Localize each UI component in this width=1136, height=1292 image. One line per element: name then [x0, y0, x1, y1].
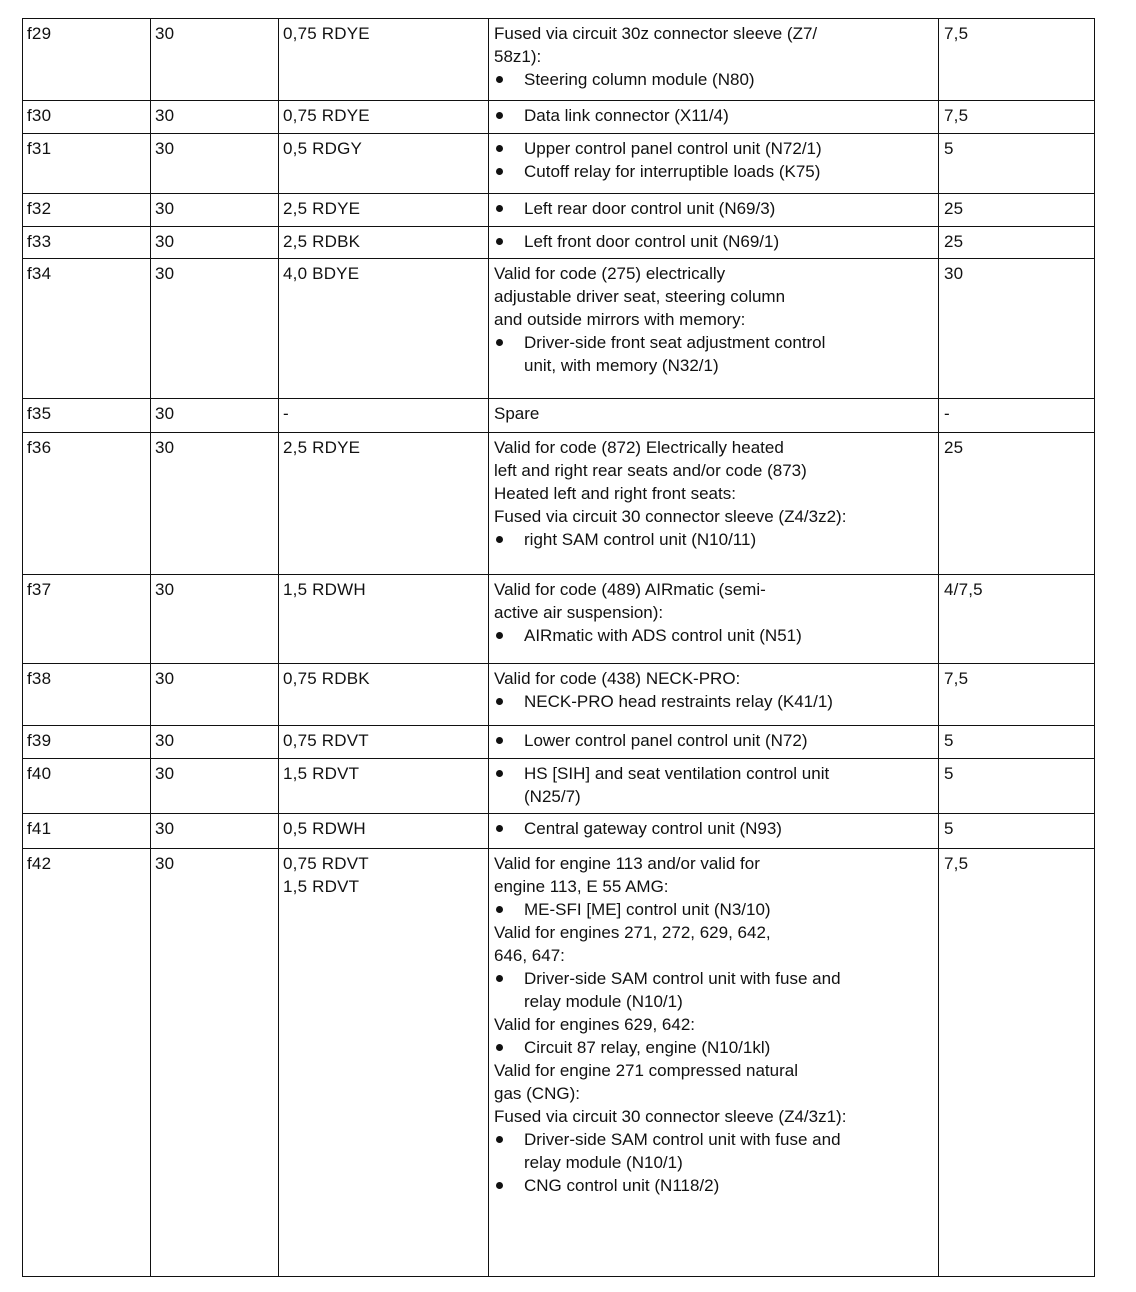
circuit-cell: 30 — [150, 575, 278, 664]
table-row — [22, 18, 1095, 101]
fuse-number-cell: f40 — [22, 759, 150, 814]
bullet-item — [494, 898, 934, 921]
bullet-icon — [496, 76, 503, 83]
description-cell — [488, 19, 938, 101]
wire-cell — [278, 814, 488, 849]
bullet-text: CNG control unit (N118/2) — [524, 1176, 720, 1195]
circuit-cell: 30 — [150, 259, 278, 399]
bullet-text: Driver-side front seat adjustment control — [524, 333, 826, 352]
description-line: left and right rear seats and/or code (873) — [494, 461, 807, 480]
bullet-icon — [496, 770, 503, 777]
bullet-text: Steering column module (N80) — [524, 70, 755, 89]
bullet-icon — [496, 632, 503, 639]
bullet-text: HS [SIH] and seat ventilation control unit — [524, 764, 830, 783]
bullet-item — [494, 197, 934, 220]
description-cell — [488, 726, 938, 759]
amperage-cell: 4/7,5 — [938, 575, 1095, 664]
circuit-cell: 30 — [150, 814, 278, 849]
bullet-icon — [496, 145, 503, 152]
table-row — [22, 432, 1095, 575]
description-line: Valid for code (872) Electrically heated — [494, 438, 784, 457]
bullet-text-continued: relay module (N10/1) — [524, 992, 683, 1011]
description-cell — [488, 194, 938, 227]
description-line: adjustable driver seat, steering column — [494, 287, 786, 306]
description-cell — [488, 101, 938, 134]
bullet-text-continued: relay module (N10/1) — [524, 1153, 683, 1172]
wire-spec: 2,5 RDYE — [283, 199, 361, 218]
description-line: active air suspension): — [494, 603, 664, 622]
bullet-item — [494, 690, 934, 713]
table-row — [22, 758, 1095, 814]
fuse-number-cell: f35 — [22, 399, 150, 433]
amperage-cell: 25 — [938, 433, 1095, 575]
fuse-number-cell: f37 — [22, 575, 150, 664]
description-line: 58z1): — [494, 47, 542, 66]
wire-cell — [278, 19, 488, 101]
amperage-cell: 25 — [938, 227, 1095, 259]
circuit-cell: 30 — [150, 194, 278, 227]
bullet-item — [494, 762, 934, 808]
wire-spec: 2,5 RDYE — [283, 438, 361, 457]
description-cell — [488, 433, 938, 575]
description-line: 646, 647: — [494, 946, 565, 965]
wire-spec: 4,0 BDYE — [283, 264, 360, 283]
table-row — [22, 193, 1095, 227]
circuit-cell: 30 — [150, 134, 278, 194]
wire-spec: 0,5 RDWH — [283, 819, 366, 838]
fuse-number-cell: f39 — [22, 726, 150, 759]
table-row — [22, 574, 1095, 664]
bullet-text: right SAM control unit (N10/11) — [524, 530, 757, 549]
bullet-text: Driver-side SAM control unit with fuse and — [524, 1130, 841, 1149]
wire-cell — [278, 575, 488, 664]
fuse-number-cell: f31 — [22, 134, 150, 194]
wire-spec: 0,75 RDVT — [283, 731, 369, 750]
bullet-text: Lower control panel control unit (N72) — [524, 731, 808, 750]
bullet-icon — [496, 698, 503, 705]
description-cell — [488, 664, 938, 726]
amperage-cell: 7,5 — [938, 664, 1095, 726]
bullet-icon — [496, 339, 503, 346]
description-line: Fused via circuit 30 connector sleeve (Z4/3z2): — [494, 507, 847, 526]
bullet-text-continued: unit, with memory (N32/1) — [524, 356, 719, 375]
amperage-cell: 30 — [938, 259, 1095, 399]
bullet-icon — [496, 1044, 503, 1051]
circuit-cell: 30 — [150, 19, 278, 101]
fuse-number-cell: f30 — [22, 101, 150, 134]
bullet-item — [494, 160, 934, 183]
bullet-icon — [496, 906, 503, 913]
bullet-icon — [496, 168, 503, 175]
amperage-cell: 5 — [938, 726, 1095, 759]
bullet-text: Left front door control unit (N69/1) — [524, 232, 780, 251]
description-line: Valid for code (438) NECK-PRO: — [494, 669, 741, 688]
wire-cell — [278, 399, 488, 433]
wire-cell — [278, 101, 488, 134]
bullet-item — [494, 68, 934, 91]
description-line: Valid for engine 271 compressed natural — [494, 1061, 798, 1080]
bullet-item — [494, 331, 934, 377]
bullet-icon — [496, 112, 503, 119]
bullet-text: Circuit 87 relay, engine (N10/1kl) — [524, 1038, 771, 1057]
circuit-cell: 30 — [150, 433, 278, 575]
bullet-text: Upper control panel control unit (N72/1) — [524, 139, 822, 158]
fuse-number-cell: f42 — [22, 849, 150, 1276]
description-cell — [488, 575, 938, 664]
bullet-text: Data link connector (X11/4) — [524, 106, 729, 125]
amperage-cell: 7,5 — [938, 849, 1095, 1276]
amperage-cell: 7,5 — [938, 19, 1095, 101]
bullet-icon — [496, 1182, 503, 1189]
description-line: and outside mirrors with memory: — [494, 310, 746, 329]
bullet-text: Cutoff relay for interruptible loads (K75) — [524, 162, 821, 181]
wire-spec: 0,75 RDVT — [283, 854, 369, 873]
wire-cell — [278, 194, 488, 227]
description-cell — [488, 134, 938, 194]
table-row — [22, 258, 1095, 399]
circuit-cell: 30 — [150, 849, 278, 1276]
description-line: engine 113, E 55 AMG: — [494, 877, 669, 896]
bullet-text: AIRmatic with ADS control unit (N51) — [524, 626, 802, 645]
fuse-number-cell: f34 — [22, 259, 150, 399]
description-cell — [488, 227, 938, 259]
wire-spec: 2,5 RDBK — [283, 232, 361, 251]
description-line: gas (CNG): — [494, 1084, 580, 1103]
wire-spec: 0,75 RDBK — [283, 669, 370, 688]
wire-cell — [278, 433, 488, 575]
bullet-icon — [496, 975, 503, 982]
fuse-table — [22, 18, 1095, 1275]
fuse-number-cell: f36 — [22, 433, 150, 575]
wire-cell — [278, 259, 488, 399]
bullet-icon — [496, 1136, 503, 1143]
table-row — [22, 725, 1095, 759]
amperage-cell: 5 — [938, 759, 1095, 814]
wire-cell — [278, 849, 488, 1276]
bullet-icon — [496, 825, 503, 832]
bullet-icon — [496, 238, 503, 245]
bullet-text: Central gateway control unit (N93) — [524, 819, 782, 838]
bullet-text-continued: (N25/7) — [524, 787, 581, 806]
wire-spec: 0,5 RDGY — [283, 139, 363, 158]
wire-spec: 1,5 RDWH — [283, 580, 366, 599]
wire-cell — [278, 759, 488, 814]
circuit-cell: 30 — [150, 101, 278, 134]
wire-cell — [278, 726, 488, 759]
wire-spec: 1,5 RDVT — [283, 764, 360, 783]
bullet-icon — [496, 205, 503, 212]
table-row — [22, 226, 1095, 259]
amperage-cell: 5 — [938, 814, 1095, 849]
wire-spec: 0,75 RDYE — [283, 24, 370, 43]
wire-cell — [278, 664, 488, 726]
wire-spec: 0,75 RDYE — [283, 106, 370, 125]
fuse-number-cell: f32 — [22, 194, 150, 227]
description-line: Fused via circuit 30z connector sleeve (Z7/ — [494, 24, 818, 43]
circuit-cell: 30 — [150, 726, 278, 759]
description-line: Spare — [494, 404, 540, 423]
bullet-item — [494, 1036, 934, 1059]
wire-cell — [278, 134, 488, 194]
circuit-cell: 30 — [150, 399, 278, 433]
bullet-text: Driver-side SAM control unit with fuse and — [524, 969, 841, 988]
bullet-item — [494, 528, 934, 551]
bullet-icon — [496, 536, 503, 543]
table-row — [22, 813, 1095, 849]
description-cell — [488, 849, 938, 1276]
bullet-item — [494, 137, 934, 160]
description-line: Heated left and right front seats: — [494, 484, 736, 503]
bullet-item — [494, 817, 934, 840]
wire-spec: - — [283, 404, 289, 423]
amperage-cell: 5 — [938, 134, 1095, 194]
bullet-text: Left rear door control unit (N69/3) — [524, 199, 776, 218]
description-line: Valid for code (489) AIRmatic (semi- — [494, 580, 766, 599]
bullet-text: ME-SFI [ME] control unit (N3/10) — [524, 900, 771, 919]
amperage-cell: 7,5 — [938, 101, 1095, 134]
description-cell — [488, 814, 938, 849]
wire-cell — [278, 227, 488, 259]
description-line: Valid for engine 113 and/or valid for — [494, 854, 760, 873]
description-cell — [488, 259, 938, 399]
description-line: Valid for code (275) electrically — [494, 264, 726, 283]
bullet-item — [494, 230, 934, 253]
fuse-number-cell: f33 — [22, 227, 150, 259]
table-row — [22, 100, 1095, 134]
table-row — [22, 663, 1095, 726]
table-row — [22, 133, 1095, 194]
amperage-cell: - — [938, 399, 1095, 433]
description-line: Valid for engines 629, 642: — [494, 1015, 695, 1034]
circuit-cell: 30 — [150, 759, 278, 814]
bullet-item — [494, 1174, 934, 1197]
table-row — [22, 398, 1095, 433]
circuit-cell: 30 — [150, 227, 278, 259]
description-cell — [488, 399, 938, 433]
bullet-item — [494, 624, 934, 647]
table-row — [22, 848, 1095, 1277]
description-line: Fused via circuit 30 connector sleeve (Z4/3z1): — [494, 1107, 847, 1126]
description-cell — [488, 759, 938, 814]
amperage-cell: 25 — [938, 194, 1095, 227]
description-line: Valid for engines 271, 272, 629, 642, — [494, 923, 771, 942]
fuse-number-cell: f38 — [22, 664, 150, 726]
fuse-number-cell: f41 — [22, 814, 150, 849]
circuit-cell: 30 — [150, 664, 278, 726]
fuse-number-cell: f29 — [22, 19, 150, 101]
bullet-icon — [496, 737, 503, 744]
bullet-item — [494, 729, 934, 752]
bullet-item — [494, 104, 934, 127]
wire-spec: 1,5 RDVT — [283, 877, 360, 896]
bullet-text: NECK-PRO head restraints relay (K41/1) — [524, 692, 833, 711]
bullet-item — [494, 967, 934, 1013]
bullet-item — [494, 1128, 934, 1174]
